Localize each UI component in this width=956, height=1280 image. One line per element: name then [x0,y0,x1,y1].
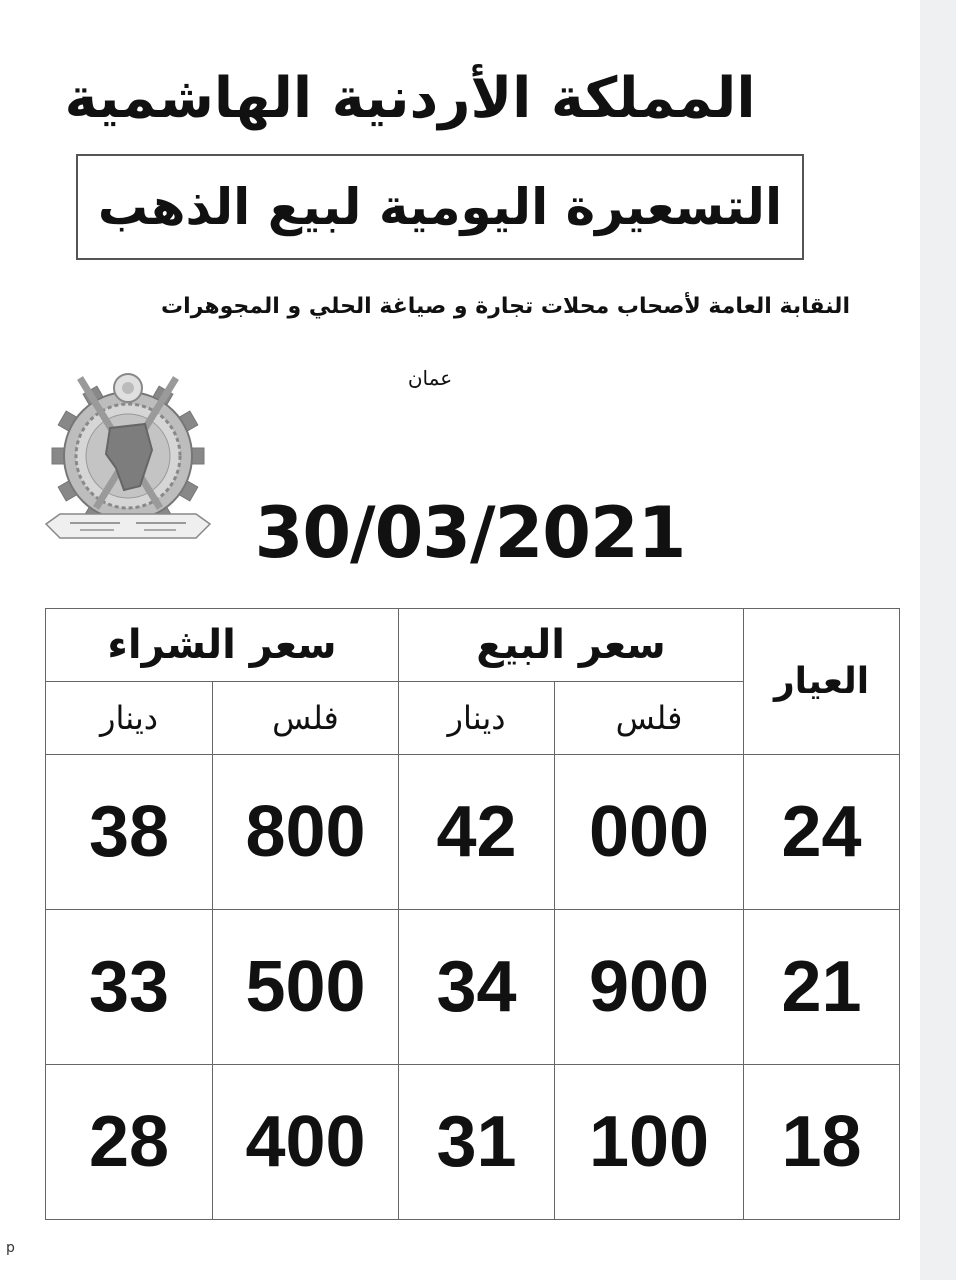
buy-dinar-cell: 38 [46,755,213,910]
pricing-title: التسعيرة اليومية لبيع الذهب [97,178,783,236]
sell-fils-header: فلس [555,682,744,755]
sell-dinar-cell: 42 [399,755,555,910]
karat-cell: 21 [744,910,900,1065]
buy-dinar-header: دينار [46,682,213,755]
price-date: 30/03/2021 [254,492,686,574]
sell-price-header: سعر البيع [399,609,744,682]
buy-dinar-cell: 33 [46,910,213,1065]
table-header-row [46,609,900,682]
table-row [46,910,900,1065]
kingdom-title: المملكة الأردنية الهاشمية [64,66,756,131]
union-emblem-icon [40,358,216,558]
sell-dinar-cell: 34 [399,910,555,1065]
union-name: النقابة العامة لأصحاب محلات تجارة و صياغة الحلي و المجوهرات [161,294,850,319]
sell-fils-cell: 100 [555,1065,744,1220]
viewer-side-strip [920,0,956,1280]
karat-cell: 18 [744,1065,900,1220]
buy-price-header: سعر الشراء [46,609,399,682]
buy-fils-header: فلس [213,682,399,755]
karat-header: العيار [744,609,900,755]
sell-dinar-header: دينار [399,682,555,755]
sell-fils-cell: 000 [555,755,744,910]
buy-fils-cell: 400 [213,1065,399,1220]
table-row [46,1065,900,1220]
sell-dinar-cell: 31 [399,1065,555,1220]
buy-fils-cell: 800 [213,755,399,910]
pricing-title-box [76,154,804,260]
buy-dinar-cell: 28 [46,1065,213,1220]
page-letter: p [6,1240,15,1256]
karat-cell: 24 [744,755,900,910]
buy-fils-cell: 500 [213,910,399,1065]
gold-price-table [45,608,900,1220]
table-row [46,755,900,910]
city-name: عمان [407,366,453,390]
sell-fils-cell: 900 [555,910,744,1065]
